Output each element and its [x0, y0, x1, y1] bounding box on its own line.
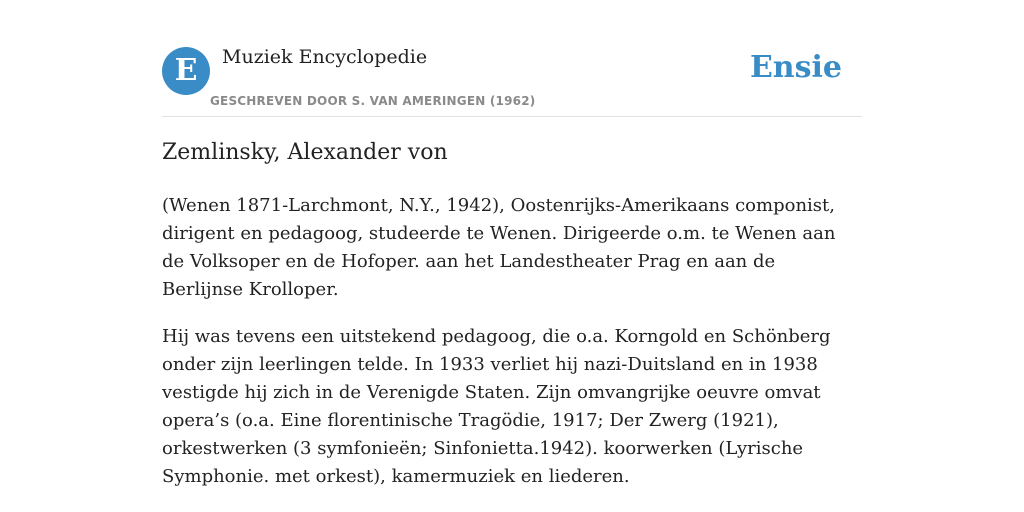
author-byline: GESCHREVEN DOOR S. VAN AMERINGEN (1962) — [210, 94, 536, 108]
article-paragraph: (Wenen 1871-Larchmont, N.Y., 1942), Oostenrijks-Amerikaans componist, dirigent en pedagoog, studeerde te Wenen. Dirigeerde o.m. te Wenen aan de Volksoper en de Hofoper. aan het Landestheater Prag en aan de Berlijnse Krolloper. — [162, 195, 836, 300]
site-name[interactable]: Muziek Encyclopedie — [222, 46, 428, 68]
encyclopedia-logo[interactable]: E — [162, 47, 210, 95]
header — [162, 44, 862, 117]
article-paragraph: Hij was tevens een uitstekend pedagoog, die o.a. Korngold en Schönberg onder zijn leerlingen telde. In 1933 verliet hij nazi-Duitsland en in 1938 vestigde hij zich in de Verenigde Staten. Zijn omvangrijke oeuvre omvat opera’s (o.a. Eine florentinische Tragödie, 1917; Der Zwerg (1921), orkestwerken (3 symfonieën; Sinfonietta.1942). koorwerken (Lyrische Symphonie. met orkest), kamermuziek en liederen. — [162, 326, 831, 487]
article-title: Zemlinsky, Alexander von — [162, 140, 448, 165]
article-body — [162, 192, 852, 510]
ensie-brand-logo[interactable]: Ensie — [749, 50, 842, 85]
